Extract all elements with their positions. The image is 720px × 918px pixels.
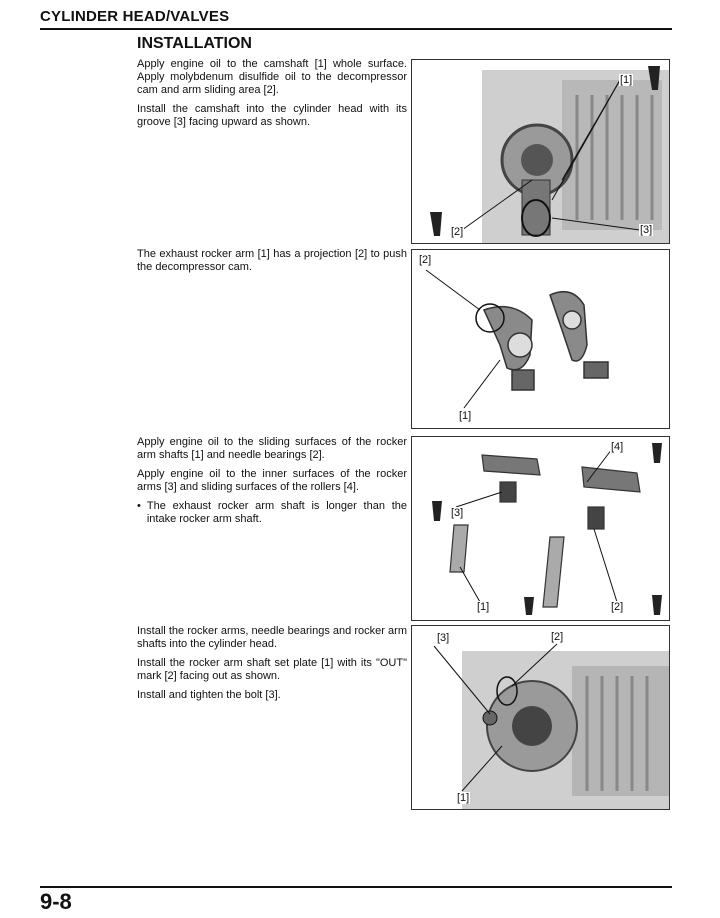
figure-3-callout-3: [3] <box>451 507 464 519</box>
figure-set-plate-install <box>411 625 670 810</box>
oil-can-icon <box>652 595 662 615</box>
figure-4-callout-1: [1] <box>457 792 470 804</box>
step-3-note <box>137 500 407 526</box>
oil-can-icon <box>652 443 662 463</box>
oil-can-icon <box>524 597 534 615</box>
section-title: INSTALLATION <box>137 35 252 52</box>
step-1-paragraph-2: Install the camshaft into the cylinder head with its groove [3] facing upward as shown. <box>137 103 407 128</box>
step-4-paragraph-1: Install the rocker arms, needle bearings and rocker arm shafts into the cylinder head. <box>137 625 407 650</box>
figure-exhaust-rocker-arm <box>411 249 670 429</box>
figure-rocker-shafts-bearings <box>411 436 670 621</box>
page-number: 9-8 <box>40 889 72 914</box>
header-rule <box>40 28 672 30</box>
figure-3-callout-4: [4] <box>611 441 624 453</box>
step-2-text <box>137 248 407 280</box>
step-1-paragraph-1: Apply engine oil to the camshaft [1] whole surface. Apply molybdenum disulfide oil to the decompressor cam and arm sliding area [2]. <box>137 58 407 96</box>
figure-1-callout-2: [2] <box>451 226 464 238</box>
figure-2-callout-1: [2] <box>419 254 432 266</box>
bullet-icon: • <box>137 500 141 512</box>
set-plate-engine-illustration <box>412 626 669 809</box>
figure-3-callout-2: [2] <box>611 601 624 613</box>
figure-4-callout-2: [2] <box>551 631 564 643</box>
step-4-paragraph-2: Install the rocker arm shaft set plate [1] with its "OUT" mark [2] facing out as shown. <box>137 657 407 682</box>
step-3-text <box>137 436 407 526</box>
step-3-paragraph-2: Apply engine oil to the inner surfaces of the rocker arms [3] and sliding surfaces of the rollers [4]. <box>137 468 407 493</box>
figure-3-callout-1: [1] <box>477 601 490 613</box>
camshaft-engine-illustration <box>412 60 669 243</box>
step-4-paragraph-3: Install and tighten the bolt [3]. <box>137 689 281 701</box>
figure-camshaft-install <box>411 59 670 244</box>
oil-can-icon <box>430 212 442 236</box>
step-4-text <box>137 625 407 708</box>
step-3-paragraph-1: Apply engine oil to the sliding surfaces of the rocker arm shafts [1] and needle bearings [2]. <box>137 436 407 461</box>
figure-2-callout-2: [1] <box>459 410 472 422</box>
step-3-note-text: The exhaust rocker arm shaft is longer than the intake rocker arm shaft. <box>146 500 407 525</box>
oil-can-icon <box>432 501 442 521</box>
shafts-bearings-illustration <box>412 437 669 620</box>
figure-4-callout-3: [3] <box>437 632 450 644</box>
step-1-text <box>137 58 407 135</box>
step-2-paragraph-1: The exhaust rocker arm [1] has a projection [2] to push the decompressor cam. <box>137 248 407 273</box>
rocker-arm-illustration <box>412 250 669 428</box>
figure-1-callout-3: [3] <box>640 224 653 236</box>
footer-rule <box>40 886 672 888</box>
figure-1-callout-1: [1] <box>620 74 633 86</box>
page-header-title: CYLINDER HEAD/VALVES <box>40 8 230 25</box>
